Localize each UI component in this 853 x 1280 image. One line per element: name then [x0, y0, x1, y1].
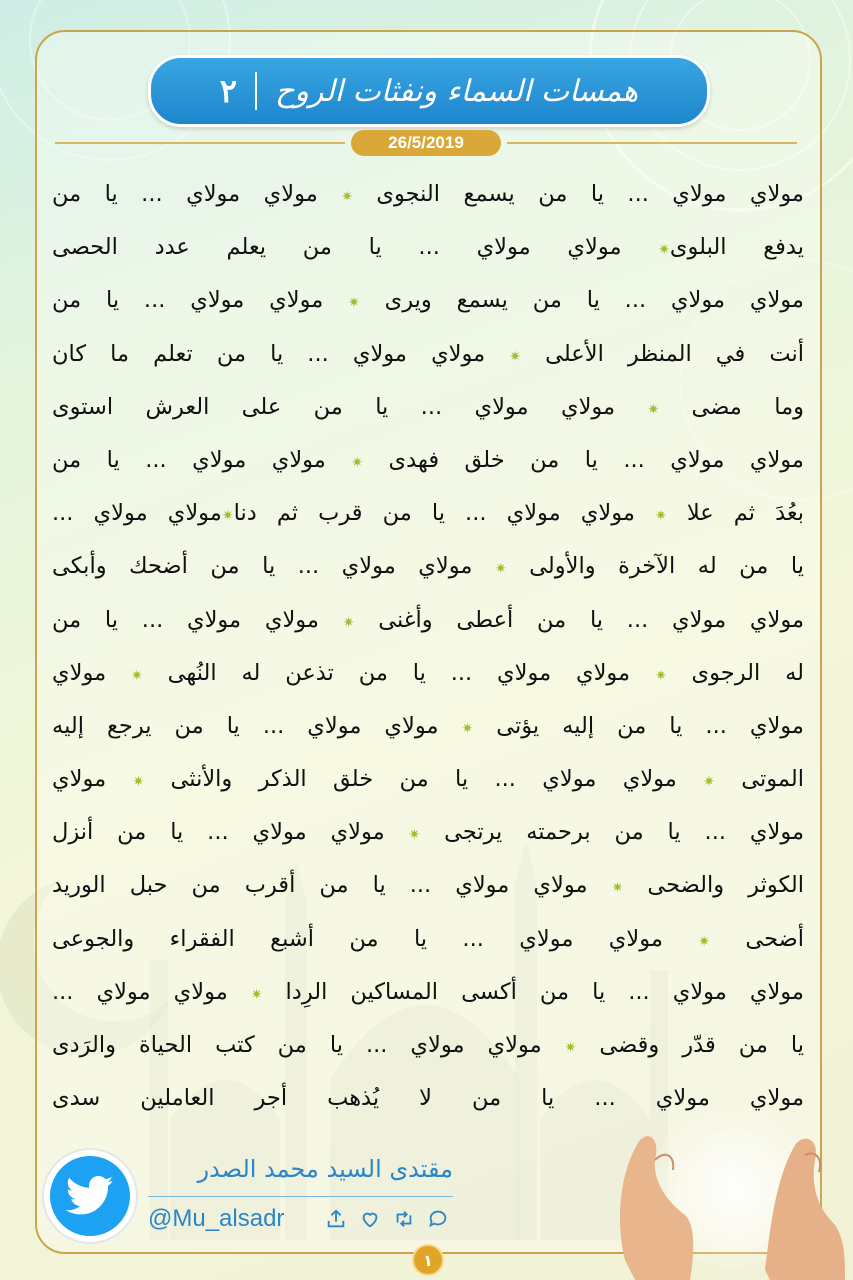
star-separator-icon: ✷: [351, 454, 364, 471]
star-separator-icon: ✷: [342, 614, 355, 631]
text-line: مولاي مولاي ... يا من يسمع ويرى ✷ مولاي مولاي ... يا من: [52, 287, 804, 314]
star-separator-icon: ✷: [658, 242, 670, 259]
star-separator-icon: ✷: [494, 561, 507, 578]
twitter-handle[interactable]: @Mu_alsadr: [148, 1205, 285, 1232]
page-title: همسات السماء ونفثات الروح: [275, 73, 639, 109]
text-line: مولاي مولاي ... يا من خلق فهدى ✷ مولاي مولاي ... يا من: [52, 446, 804, 473]
star-separator-icon: ✷: [611, 880, 624, 897]
star-separator-icon: ✷: [132, 774, 145, 791]
star-separator-icon: ✷: [348, 295, 360, 312]
text-line: الموتى ✷ مولاي مولاي ... يا من خلق الذكر والأنثى ✷ مولاي: [52, 766, 804, 793]
text-line: يا من قدّر وقضى ✷ مولاي مولاي ... يا من كتب الحياة والرَدى: [52, 1032, 804, 1058]
text-line: أنت في المنظر الأعلى ✷ مولاي مولاي ... يا من تعلم ما كان: [52, 340, 804, 367]
star-separator-icon: ✷: [703, 774, 715, 791]
twitter-logo-badge[interactable]: [44, 1150, 136, 1242]
reply-icon[interactable]: [427, 1208, 449, 1230]
like-icon[interactable]: [359, 1208, 381, 1230]
share-icon[interactable]: [325, 1208, 347, 1230]
praying-hands-illustration: [595, 1110, 853, 1280]
author-name: مقتدى السيد محمد الصدر: [197, 1155, 453, 1183]
date-badge: 26/5/2019: [351, 130, 501, 156]
text-line: مولاي مولاي ... يا من لا يُذهب أجر العاملين سدى: [52, 1085, 804, 1112]
star-separator-icon: ✷: [408, 827, 421, 844]
tweet-actions: [325, 1208, 449, 1230]
star-separator-icon: ✷: [130, 667, 143, 684]
star-separator-icon: ✷: [654, 667, 667, 684]
prayer-text: [52, 168, 804, 1125]
text-line: بعُدَ ثم علا ✷ مولاي مولاي ... يا من قرب ثم دنا✷مولاي مولاي ...: [52, 500, 804, 527]
star-separator-icon: ✷: [461, 720, 474, 737]
text-line: وما مضى ✷ مولاي مولاي ... يا من على العرش استوى: [52, 393, 804, 420]
text-line: مولاي مولاي ... يا من أعطى وأغنى ✷ مولاي مولاي ... يا من: [52, 606, 804, 633]
star-separator-icon: ✷: [647, 401, 660, 418]
star-separator-icon: ✷: [509, 348, 522, 365]
text-line: له الرجوى ✷ مولاي مولاي ... يا من تذعن له النُهى ✷ مولاي: [52, 659, 804, 686]
star-separator-icon: ✷: [341, 189, 353, 205]
text-line: مولاي مولاي ... يا من أكسى المساكين الرِدا ✷ مولاي مولاي ...: [52, 978, 804, 1005]
text-line: يا من له الآخرة والأولى ✷ مولاي مولاي ... يا من أضحك وأبكى: [52, 553, 804, 580]
star-separator-icon: ✷: [655, 508, 667, 525]
star-separator-icon: ✷: [564, 1040, 577, 1056]
text-line: أضحى ✷ مولاي مولاي ... يا من أشبع الفقراء والجوعى: [52, 925, 804, 952]
title-divider: [255, 72, 257, 110]
date-rule-right: [507, 142, 797, 144]
text-line: مولاي ... يا من إليه يؤتى ✷ مولاي مولاي ... يا من يرجع إليه: [52, 712, 804, 739]
text-line: مولاي ... يا من برحمته يرتجى ✷ مولاي مولاي ... يا من أنزل: [52, 819, 804, 846]
series-number: ٢: [219, 72, 238, 110]
text-line: الكوثر والضحى ✷ مولاي مولاي ... يا من أقرب من حبل الوريد: [52, 872, 804, 899]
title-banner: [148, 55, 710, 127]
page-number-badge: ١: [412, 1244, 444, 1276]
date-rule-left: [55, 142, 345, 144]
retweet-icon[interactable]: [393, 1208, 415, 1230]
star-separator-icon: ✷: [250, 986, 263, 1003]
star-separator-icon: ✷: [698, 933, 710, 950]
twitter-bird-icon: [66, 1176, 114, 1216]
author-divider: [148, 1196, 453, 1197]
text-line: يدفع البلوى✷ مولاي مولاي ... يا من يعلم عدد الحصى: [52, 234, 804, 261]
text-line: مولاي مولاي ... يا من يسمع النجوى ✷ مولاي مولاي ... يا من: [52, 181, 804, 207]
star-separator-icon: ✷: [221, 508, 234, 525]
